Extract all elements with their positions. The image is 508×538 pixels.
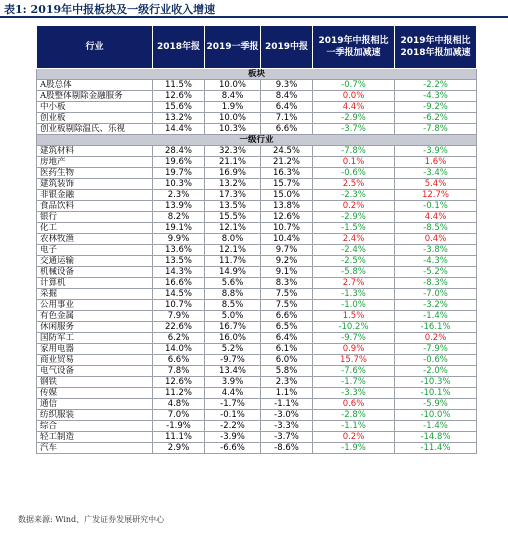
- vs-q1-cell: -7.6%: [313, 366, 395, 377]
- table-row: [37, 300, 477, 311]
- table-row: [37, 421, 477, 432]
- table-row: [37, 344, 477, 355]
- h1-2019-cell: 7.5%: [261, 289, 313, 300]
- industry-cell: 公用事业: [37, 300, 153, 311]
- vs-q1-cell: -2.9%: [313, 113, 395, 124]
- fy2018-cell: -1.9%: [153, 421, 205, 432]
- industry-cell: 通信: [37, 399, 153, 410]
- fy2018-cell: 13.2%: [153, 113, 205, 124]
- vs-fy2018-cell: -5.2%: [395, 267, 477, 278]
- vs-q1-cell: 0.2%: [313, 201, 395, 212]
- vs-fy2018-cell: -2.0%: [395, 366, 477, 377]
- industry-cell: 中小板: [37, 102, 153, 113]
- vs-q1-cell: -10.2%: [313, 322, 395, 333]
- vs-q1-cell: -2.4%: [313, 245, 395, 256]
- q1-2019-cell: -1.7%: [205, 399, 261, 410]
- q1-2019-cell: 8.8%: [205, 289, 261, 300]
- q1-2019-cell: 8.4%: [205, 91, 261, 102]
- h1-2019-cell: 6.6%: [261, 311, 313, 322]
- fy2018-cell: 14.3%: [153, 267, 205, 278]
- fy2018-cell: 13.9%: [153, 201, 205, 212]
- q1-2019-cell: 5.2%: [205, 344, 261, 355]
- h1-2019-cell: -3.3%: [261, 421, 313, 432]
- q1-2019-cell: 16.7%: [205, 322, 261, 333]
- table-row: [37, 377, 477, 388]
- q1-2019-cell: 12.1%: [205, 245, 261, 256]
- table-row: [37, 146, 477, 157]
- h1-2019-cell: -3.0%: [261, 410, 313, 421]
- industry-cell: 银行: [37, 212, 153, 223]
- h1-2019-cell: 2.3%: [261, 377, 313, 388]
- q1-2019-cell: 8.5%: [205, 300, 261, 311]
- fy2018-cell: 19.1%: [153, 223, 205, 234]
- h1-2019-cell: 7.5%: [261, 300, 313, 311]
- vs-q1-cell: -1.3%: [313, 289, 395, 300]
- h1-2019-cell: 10.4%: [261, 234, 313, 245]
- section-header-row: [37, 69, 477, 80]
- vs-q1-cell: -7.8%: [313, 146, 395, 157]
- industry-cell: 综合: [37, 421, 153, 432]
- vs-q1-cell: 2.7%: [313, 278, 395, 289]
- vs-fy2018-cell: -2.2%: [395, 80, 477, 91]
- q1-2019-cell: 15.5%: [205, 212, 261, 223]
- vs-fy2018-cell: 4.4%: [395, 212, 477, 223]
- h1-2019-cell: 6.4%: [261, 333, 313, 344]
- industry-cell: 采掘: [37, 289, 153, 300]
- q1-2019-cell: 13.4%: [205, 366, 261, 377]
- vs-q1-cell: 4.4%: [313, 102, 395, 113]
- vs-fy2018-cell: 12.7%: [395, 190, 477, 201]
- q1-2019-cell: 10.0%: [205, 113, 261, 124]
- h1-2019-cell: 15.7%: [261, 179, 313, 190]
- industry-cell: 医药生物: [37, 168, 153, 179]
- vs-fy2018-cell: -5.9%: [395, 399, 477, 410]
- fy2018-cell: 28.4%: [153, 146, 205, 157]
- h1-2019-cell: 24.5%: [261, 146, 313, 157]
- section-label: 板块: [37, 69, 477, 80]
- h1-2019-cell: 10.7%: [261, 223, 313, 234]
- vs-fy2018-cell: 1.6%: [395, 157, 477, 168]
- table-row: [37, 157, 477, 168]
- table-row: [37, 168, 477, 179]
- fy2018-cell: 12.6%: [153, 91, 205, 102]
- vs-q1-cell: -0.6%: [313, 168, 395, 179]
- q1-2019-cell: -3.9%: [205, 432, 261, 443]
- table-row: [37, 267, 477, 278]
- industry-cell: 轻工制造: [37, 432, 153, 443]
- vs-q1-cell: 0.0%: [313, 91, 395, 102]
- table-row: [37, 201, 477, 212]
- vs-q1-cell: 0.1%: [313, 157, 395, 168]
- vs-fy2018-cell: -1.4%: [395, 311, 477, 322]
- industry-cell: 商业贸易: [37, 355, 153, 366]
- vs-fy2018-cell: 5.4%: [395, 179, 477, 190]
- vs-fy2018-cell: 0.2%: [395, 333, 477, 344]
- h1-2019-cell: 9.1%: [261, 267, 313, 278]
- h1-2019-cell: 8.3%: [261, 278, 313, 289]
- h1-2019-cell: 21.2%: [261, 157, 313, 168]
- fy2018-cell: 2.3%: [153, 190, 205, 201]
- vs-fy2018-cell: -7.9%: [395, 344, 477, 355]
- industry-cell: 非银金融: [37, 190, 153, 201]
- industry-cell: 化工: [37, 223, 153, 234]
- vs-q1-cell: 0.6%: [313, 399, 395, 410]
- table-row: [37, 355, 477, 366]
- q1-2019-cell: 11.7%: [205, 256, 261, 267]
- industry-cell: 创业板: [37, 113, 153, 124]
- q1-2019-cell: -6.6%: [205, 443, 261, 454]
- q1-2019-cell: 1.9%: [205, 102, 261, 113]
- h1-2019-cell: 5.8%: [261, 366, 313, 377]
- industry-cell: A股整体剔除金融服务: [37, 91, 153, 102]
- vs-fy2018-cell: -9.2%: [395, 102, 477, 113]
- table-row: [37, 432, 477, 443]
- fy2018-cell: 10.3%: [153, 179, 205, 190]
- vs-q1-cell: -1.1%: [313, 421, 395, 432]
- h1-2019-cell: 6.1%: [261, 344, 313, 355]
- table-row: [37, 245, 477, 256]
- industry-cell: 家用电器: [37, 344, 153, 355]
- column-header-2019-q1: 2019一季报: [205, 26, 261, 69]
- industry-cell: 食品饮料: [37, 201, 153, 212]
- column-header-vs-2018: 2019年中报相比2018年报加减速: [395, 26, 477, 69]
- industry-cell: 电气设备: [37, 366, 153, 377]
- industry-cell: 建筑装饰: [37, 179, 153, 190]
- column-header-vs-q1: 2019年中报相比一季报加减速: [313, 26, 395, 69]
- column-header-2018-annual: 2018年报: [153, 26, 205, 69]
- vs-fy2018-cell: -3.9%: [395, 146, 477, 157]
- industry-cell: 房地产: [37, 157, 153, 168]
- vs-q1-cell: -2.3%: [313, 190, 395, 201]
- fy2018-cell: 15.6%: [153, 102, 205, 113]
- q1-2019-cell: -9.7%: [205, 355, 261, 366]
- fy2018-cell: 14.4%: [153, 124, 205, 135]
- h1-2019-cell: -8.6%: [261, 443, 313, 454]
- h1-2019-cell: 7.1%: [261, 113, 313, 124]
- vs-q1-cell: -1.0%: [313, 300, 395, 311]
- fy2018-cell: 6.2%: [153, 333, 205, 344]
- h1-2019-cell: 6.4%: [261, 102, 313, 113]
- table-row: [37, 410, 477, 421]
- fy2018-cell: 2.9%: [153, 443, 205, 454]
- table-row: [37, 212, 477, 223]
- section-header-row: [37, 135, 477, 146]
- vs-q1-cell: -1.5%: [313, 223, 395, 234]
- fy2018-cell: 11.2%: [153, 388, 205, 399]
- vs-q1-cell: -5.8%: [313, 267, 395, 278]
- fy2018-cell: 22.6%: [153, 322, 205, 333]
- table-row: [37, 223, 477, 234]
- vs-fy2018-cell: -7.0%: [395, 289, 477, 300]
- h1-2019-cell: -1.1%: [261, 399, 313, 410]
- table-row: [37, 113, 477, 124]
- industry-cell: 有色金属: [37, 311, 153, 322]
- h1-2019-cell: 9.3%: [261, 80, 313, 91]
- h1-2019-cell: 6.5%: [261, 322, 313, 333]
- vs-fy2018-cell: -0.6%: [395, 355, 477, 366]
- h1-2019-cell: 13.8%: [261, 201, 313, 212]
- table-row: [37, 80, 477, 91]
- table-row: [37, 388, 477, 399]
- vs-q1-cell: 0.2%: [313, 432, 395, 443]
- industry-cell: 电子: [37, 245, 153, 256]
- header-row: [37, 26, 477, 69]
- vs-fy2018-cell: 0.4%: [395, 234, 477, 245]
- q1-2019-cell: 32.3%: [205, 146, 261, 157]
- q1-2019-cell: 16.9%: [205, 168, 261, 179]
- vs-fy2018-cell: -0.1%: [395, 201, 477, 212]
- vs-fy2018-cell: -7.8%: [395, 124, 477, 135]
- data-source-note: 数据来源: Wind、广发证券发展研究中心: [18, 515, 165, 524]
- vs-fy2018-cell: -14.8%: [395, 432, 477, 443]
- table-body: [37, 69, 477, 454]
- vs-q1-cell: -1.9%: [313, 443, 395, 454]
- fy2018-cell: 13.6%: [153, 245, 205, 256]
- q1-2019-cell: 16.0%: [205, 333, 261, 344]
- h1-2019-cell: 15.0%: [261, 190, 313, 201]
- table-row: [37, 399, 477, 410]
- fy2018-cell: 19.7%: [153, 168, 205, 179]
- fy2018-cell: 13.5%: [153, 256, 205, 267]
- vs-fy2018-cell: -10.1%: [395, 388, 477, 399]
- industry-cell: 交通运输: [37, 256, 153, 267]
- q1-2019-cell: 12.1%: [205, 223, 261, 234]
- q1-2019-cell: -2.2%: [205, 421, 261, 432]
- q1-2019-cell: 4.4%: [205, 388, 261, 399]
- fy2018-cell: 9.9%: [153, 234, 205, 245]
- vs-q1-cell: 15.7%: [313, 355, 395, 366]
- vs-fy2018-cell: -3.4%: [395, 168, 477, 179]
- industry-cell: 国防军工: [37, 333, 153, 344]
- h1-2019-cell: 8.4%: [261, 91, 313, 102]
- q1-2019-cell: 5.6%: [205, 278, 261, 289]
- fy2018-cell: 11.1%: [153, 432, 205, 443]
- fy2018-cell: 10.7%: [153, 300, 205, 311]
- industry-cell: 汽车: [37, 443, 153, 454]
- fy2018-cell: 4.8%: [153, 399, 205, 410]
- growth-table: [36, 25, 477, 454]
- vs-fy2018-cell: -3.2%: [395, 300, 477, 311]
- q1-2019-cell: 13.5%: [205, 201, 261, 212]
- h1-2019-cell: 9.2%: [261, 256, 313, 267]
- fy2018-cell: 19.6%: [153, 157, 205, 168]
- table-row: [37, 234, 477, 245]
- fy2018-cell: 14.0%: [153, 344, 205, 355]
- table-row: [37, 102, 477, 113]
- q1-2019-cell: 8.0%: [205, 234, 261, 245]
- vs-q1-cell: 1.5%: [313, 311, 395, 322]
- table-row: [37, 256, 477, 267]
- fy2018-cell: 12.6%: [153, 377, 205, 388]
- h1-2019-cell: 9.7%: [261, 245, 313, 256]
- table-row: [37, 190, 477, 201]
- fy2018-cell: 8.2%: [153, 212, 205, 223]
- vs-q1-cell: -1.7%: [313, 377, 395, 388]
- industry-cell: 农林牧渔: [37, 234, 153, 245]
- industry-cell: 创业板剔除温氏、乐视: [37, 124, 153, 135]
- fy2018-cell: 7.9%: [153, 311, 205, 322]
- vs-fy2018-cell: -16.1%: [395, 322, 477, 333]
- h1-2019-cell: -3.7%: [261, 432, 313, 443]
- fy2018-cell: 14.5%: [153, 289, 205, 300]
- table-row: [37, 179, 477, 190]
- vs-fy2018-cell: -10.0%: [395, 410, 477, 421]
- vs-fy2018-cell: -6.2%: [395, 113, 477, 124]
- vs-fy2018-cell: -8.3%: [395, 278, 477, 289]
- fy2018-cell: 6.6%: [153, 355, 205, 366]
- vs-fy2018-cell: -8.5%: [395, 223, 477, 234]
- q1-2019-cell: 13.2%: [205, 179, 261, 190]
- q1-2019-cell: 10.0%: [205, 80, 261, 91]
- vs-fy2018-cell: -10.3%: [395, 377, 477, 388]
- vs-fy2018-cell: -4.3%: [395, 256, 477, 267]
- table-row: [37, 322, 477, 333]
- table-row: [37, 311, 477, 322]
- q1-2019-cell: 3.9%: [205, 377, 261, 388]
- industry-cell: A股总体: [37, 80, 153, 91]
- vs-q1-cell: -2.5%: [313, 256, 395, 267]
- h1-2019-cell: 6.6%: [261, 124, 313, 135]
- table-row: [37, 333, 477, 344]
- industry-cell: 建筑材料: [37, 146, 153, 157]
- industry-cell: 传媒: [37, 388, 153, 399]
- vs-fy2018-cell: -11.4%: [395, 443, 477, 454]
- h1-2019-cell: 1.1%: [261, 388, 313, 399]
- industry-cell: 机械设备: [37, 267, 153, 278]
- table-row: [37, 91, 477, 102]
- fy2018-cell: 11.5%: [153, 80, 205, 91]
- fy2018-cell: 7.8%: [153, 366, 205, 377]
- vs-q1-cell: 0.9%: [313, 344, 395, 355]
- industry-cell: 钢铁: [37, 377, 153, 388]
- fy2018-cell: 7.0%: [153, 410, 205, 421]
- vs-q1-cell: 2.4%: [313, 234, 395, 245]
- vs-q1-cell: -3.3%: [313, 388, 395, 399]
- q1-2019-cell: 14.9%: [205, 267, 261, 278]
- vs-fy2018-cell: -1.4%: [395, 421, 477, 432]
- title-divider: [0, 16, 508, 18]
- table-row: [37, 289, 477, 300]
- table-row: [37, 443, 477, 454]
- h1-2019-cell: 16.3%: [261, 168, 313, 179]
- industry-cell: 计算机: [37, 278, 153, 289]
- q1-2019-cell: -0.1%: [205, 410, 261, 421]
- industry-cell: 休闲服务: [37, 322, 153, 333]
- table-title: 表1: 2019年中报板块及一级行业收入增速: [4, 3, 216, 16]
- column-header-industry: 行业: [37, 26, 153, 69]
- table-row: [37, 278, 477, 289]
- vs-q1-cell: 2.5%: [313, 179, 395, 190]
- q1-2019-cell: 10.3%: [205, 124, 261, 135]
- table-row: [37, 124, 477, 135]
- vs-q1-cell: -0.7%: [313, 80, 395, 91]
- h1-2019-cell: 12.6%: [261, 212, 313, 223]
- section-label: 一级行业: [37, 135, 477, 146]
- industry-cell: 纺织服装: [37, 410, 153, 421]
- q1-2019-cell: 17.3%: [205, 190, 261, 201]
- vs-q1-cell: -9.7%: [313, 333, 395, 344]
- q1-2019-cell: 5.0%: [205, 311, 261, 322]
- vs-q1-cell: -2.9%: [313, 212, 395, 223]
- vs-q1-cell: -2.8%: [313, 410, 395, 421]
- q1-2019-cell: 21.1%: [205, 157, 261, 168]
- vs-q1-cell: -3.7%: [313, 124, 395, 135]
- fy2018-cell: 16.6%: [153, 278, 205, 289]
- h1-2019-cell: 6.0%: [261, 355, 313, 366]
- table-row: [37, 366, 477, 377]
- vs-fy2018-cell: -3.8%: [395, 245, 477, 256]
- column-header-2019-interim: 2019中报: [261, 26, 313, 69]
- vs-fy2018-cell: -4.3%: [395, 91, 477, 102]
